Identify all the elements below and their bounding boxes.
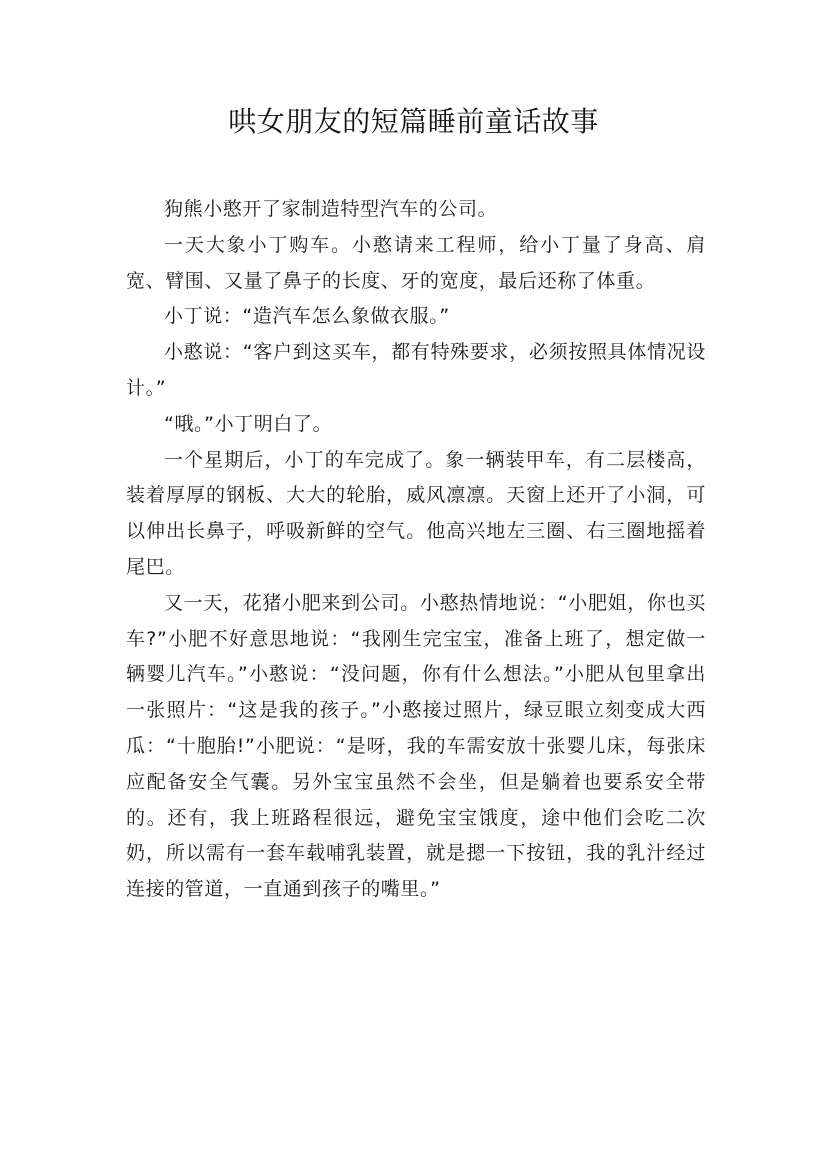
paragraph: 一个星期后，小丁的车完成了。象一辆装甲车，有二层楼高，装着厚厚的钢板、大大的轮胎，威风凛凛。天窗上还开了小洞，可以伸出长鼻子，呼吸新鲜的空气。他高兴地左三圈、右三圈地摇着尾巴。 [126, 448, 706, 578]
document-title: 哄女朋友的短篇睡前童话故事 [228, 105, 599, 138]
paragraph: 小憨说：“客户到这买车，都有特殊要求，必须按照具体情况设计。” [126, 341, 706, 399]
document-body [126, 192, 706, 908]
paragraph: 狗熊小憨开了家制造特型汽车的公司。 [164, 198, 498, 220]
paragraph: “哦。”小丁明白了。 [164, 412, 333, 435]
paragraph: 又一天，花猪小肥来到公司。小憨热情地说：“小肥姐，你也买车?”小肥不好意思地说：“我刚生完宝宝，准备上班了，想定做一辆婴儿汽车。”小憨说：“没问题，你有什么想法。”小肥从包里拿出一张照片：“这是我的孩子。”小憨接过照片，绿豆眼立刻变成大西瓜：“十胞胎!”小肥说：“是呀，我的车需安放十张婴儿床，每张床应配备安全气囊。另外宝宝虽然不会坐，但是躺着也要系安全带的。还有，我上班路程很远，避免宝宝饿度，途中他们会吃二次奶，所以需有一套车载哺乳装置，就是摁一下按钮，我的乳汁经过连接的管道，一直通到孩子的嘴里。” [126, 591, 706, 901]
paragraph: 小丁说：“造汽车怎么象做衣服。” [164, 305, 450, 328]
paragraph: 一天大象小丁购车。小憨请来工程师，给小丁量了身高、肩宽、臂围、又量了鼻子的长度、牙的宽度，最后还称了体重。 [126, 233, 706, 292]
